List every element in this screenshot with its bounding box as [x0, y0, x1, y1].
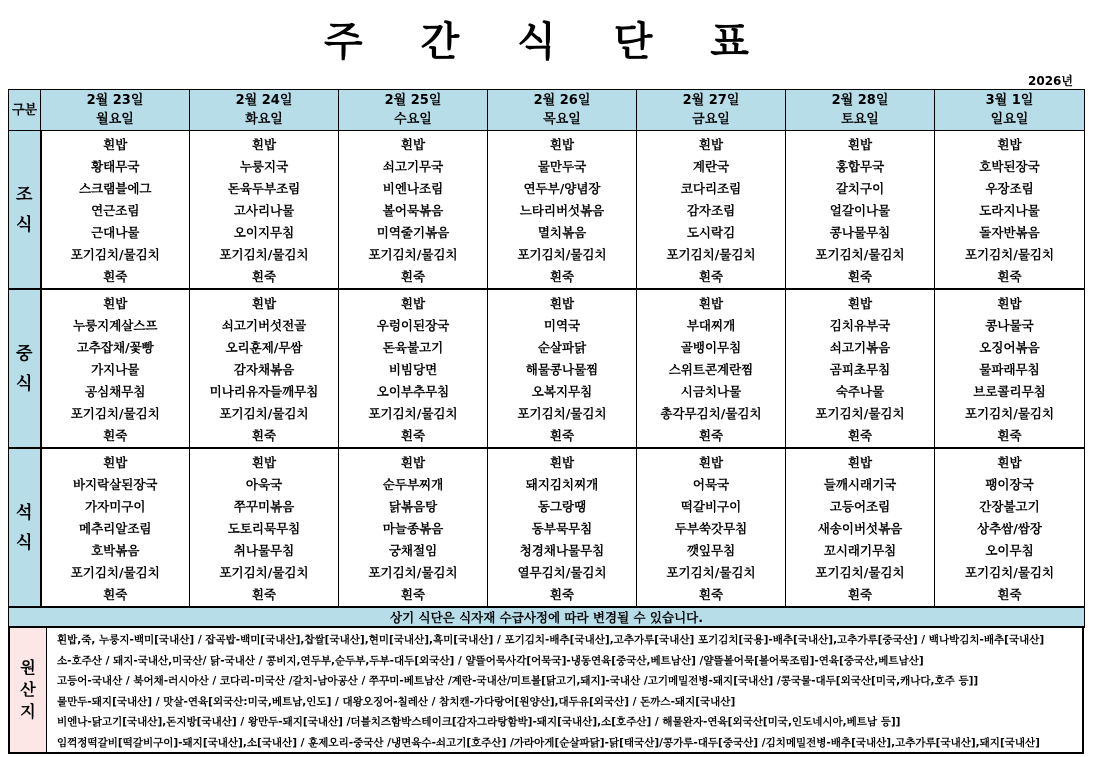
menu-item: 흰죽	[103, 428, 128, 443]
menu-item: 청경채나물무침	[519, 543, 605, 558]
menu-item: 흰죽	[698, 587, 724, 602]
menu-item: 우장조림	[985, 181, 1034, 196]
menu-cell	[637, 289, 786, 448]
menu-item: 마늘종볶음	[382, 521, 444, 536]
day-weekday: 토요일	[841, 112, 879, 127]
menu-item: 흰죽	[400, 269, 426, 284]
menu-item: 쭈꾸미볶음	[233, 499, 295, 514]
menu-item: 호박볶음	[91, 543, 140, 558]
menu-item: 포기김치/물김치	[70, 406, 160, 421]
menu-item: 동그랑땡	[537, 499, 587, 514]
menu-cell	[935, 131, 1085, 290]
menu-item: 미역국	[543, 318, 581, 333]
meal-label-char: 식	[16, 373, 33, 394]
menu-cell	[935, 448, 1085, 607]
menu-item: 포기김치/물김치	[964, 565, 1055, 580]
menu-item: 쇠고기무국	[382, 159, 444, 174]
menu-item: 떡갈비구이	[680, 499, 742, 514]
menu-item: 바지락살된장국	[72, 477, 158, 492]
menu-item: 취나물무침	[233, 543, 295, 558]
corner-label: 구분	[9, 90, 41, 131]
menu-item: 흰밥	[103, 296, 128, 311]
day-date: 2월 25일	[384, 93, 442, 108]
menu-item: 흰죽	[400, 587, 426, 602]
menu-item: 포기김치/물김치	[368, 406, 458, 421]
menu-item: 상추쌈/쌈장	[977, 521, 1042, 536]
day-header	[786, 90, 935, 131]
menu-cell	[190, 289, 339, 448]
notice-text: 상기 식단은 식자재 수급사정에 따라 변경될 수 있습니다.	[9, 607, 1085, 628]
menu-item: 느타리버섯볶음	[519, 203, 605, 218]
menu-item: 가지나물	[91, 362, 140, 377]
menu-item: 흰죽	[549, 428, 575, 443]
origin-line: 소-호주산 / 돼지-국내산,미국산/ 닭-국내산 / 콩비지,연두부,순두부,두부-대두[외국산] / 얄뜰어묵사각[어묵국]-냉동연육[중국산,베트남산] /얄뜰볼어묵[볼어묵조림]-연육[중국산,베트남산]	[57, 654, 924, 667]
menu-item: 팽이장국	[985, 477, 1034, 492]
menu-item: 흰죽	[251, 269, 277, 284]
menu-item: 오이무침	[985, 543, 1034, 558]
day-weekday: 화요일	[245, 112, 283, 127]
menu-item: 흰밥	[698, 137, 724, 152]
menu-item: 흰밥	[400, 296, 426, 311]
menu-item: 해물콩나물찜	[525, 362, 599, 377]
menu-item: 돼지김치찌개	[525, 477, 599, 492]
origin-line: 비엔나-닭고기[국내산],돈지방[국내산] / 왕만두-돼지[국내산] /더블치즈함박스테이크[감자그라탕함박]-돼지[국내산],소[호주산] / 해물완자-연육[외국산[미국,인도네시아,베트남 등]]	[57, 716, 901, 729]
menu-item: 흰밥	[997, 455, 1022, 470]
menu-item: 돈육불고기	[382, 340, 444, 355]
menu-item: 흰밥	[103, 455, 128, 470]
header-row	[9, 90, 1085, 131]
menu-item: 고추잡채/꽃빵	[76, 340, 154, 355]
menu-cell	[339, 448, 488, 607]
menu-item: 새송이버섯볶음	[817, 521, 903, 536]
menu-item: 포기김치/물김치	[666, 565, 756, 580]
menu-item: 흰죽	[847, 428, 873, 443]
day-weekday: 월요일	[96, 112, 134, 127]
menu-item: 호박된장국	[979, 159, 1040, 174]
menu-item: 물만두국	[537, 159, 587, 174]
menu-item: 포기김치/물김치	[964, 406, 1055, 421]
menu-item: 코다리조림	[680, 181, 742, 196]
menu-cell	[190, 131, 339, 290]
origin-line: 고등어-국내산 / 북어채-러시아산 / 코다리-미국산 /갈치-남아공산 / 쭈꾸미-베트남산 /계란-국내산/미트볼[닭고기,돼지]-국내산 /고기메밀전병-돼지[국내산] /콩국물-대두[외국산[미국,캐나다,호주 등]]	[57, 675, 979, 688]
menu-item: 스크램블에그	[79, 181, 152, 196]
menu-item: 골뱅이무침	[680, 340, 742, 355]
meal-row	[9, 289, 1085, 448]
day-header	[935, 90, 1085, 131]
menu-item: 간장불고기	[979, 499, 1040, 514]
menu-item: 흰밥	[847, 296, 873, 311]
menu-item: 비빔당면	[388, 362, 438, 377]
menu-item: 꼬시래기무침	[823, 543, 897, 558]
menu-item: 오복지무침	[531, 384, 593, 399]
menu-item: 포기김치/물김치	[815, 247, 905, 262]
meal-label-char: 석	[16, 502, 33, 523]
menu-cell	[41, 131, 190, 290]
meal-label	[9, 131, 41, 290]
menu-item: 가자미구이	[85, 499, 146, 514]
menu-item: 숙주나물	[835, 384, 885, 399]
menu-item: 흰죽	[251, 587, 277, 602]
meal-label-char: 중	[16, 343, 33, 364]
menu-item: 흰죽	[549, 587, 575, 602]
menu-item: 돌자반볶음	[979, 225, 1040, 240]
meal-label	[9, 289, 41, 448]
origin-lines	[47, 628, 1082, 752]
menu-cell	[786, 448, 935, 607]
origin-line: 물만두-돼지[국내산] / 맛살-연육[외국산:미국,베트남,인도] / 대왕오징어-칠레산 / 참치캔-가다랑어[원양산],대두유[외국산] / 돈까스-돼지[국내산]	[57, 695, 736, 708]
menu-item: 흰밥	[103, 137, 128, 152]
menu-item: 고사리나물	[233, 203, 295, 218]
origin-line: 흰밥,죽, 누룽지-백미[국내산] / 잡곡밥-백미[국내산],찹쌀[국내산],현미[국내산],흑미[국내산] / 포기김치-배추[국내산],고추가루[국내산] 포기김치[국용]-배추[국내산],고추가루[중국산] / 백나박김치-배추[국내산]	[57, 634, 1045, 646]
meal-row	[9, 131, 1085, 290]
menu-item: 포기김치/물김치	[368, 247, 458, 262]
menu-item: 흰밥	[549, 455, 575, 470]
menu-cell	[488, 448, 637, 607]
menu-item: 포기김치/물김치	[815, 565, 905, 580]
notice-row	[9, 607, 1085, 628]
menu-cell	[488, 289, 637, 448]
menu-cell	[637, 131, 786, 290]
menu-item: 김치유부국	[829, 318, 891, 333]
menu-item: 쇠고기버섯전골	[221, 318, 307, 333]
menu-item: 흰죽	[698, 428, 724, 443]
menu-item: 공심채무침	[85, 384, 146, 399]
menu-item: 콩나물무침	[829, 225, 891, 240]
menu-item: 얼갈이나물	[829, 203, 891, 218]
day-header	[190, 90, 339, 131]
menu-item: 흰밥	[698, 455, 724, 470]
menu-item: 흰죽	[549, 269, 575, 284]
menu-item: 감자조림	[686, 203, 736, 218]
menu-cell	[488, 131, 637, 290]
menu-item: 흰밥	[549, 296, 575, 311]
menu-item: 쇠고기볶음	[829, 340, 891, 355]
menu-table	[8, 89, 1085, 628]
menu-item: 우렁이된장국	[376, 318, 450, 333]
day-header	[488, 90, 637, 131]
menu-item: 근대나물	[91, 225, 140, 240]
year-label: 2026년	[1028, 74, 1073, 88]
menu-item: 갈치구이	[835, 181, 885, 196]
menu-item: 도라지나물	[979, 203, 1040, 218]
menu-item: 흰밥	[251, 296, 277, 311]
menu-item: 포기김치/물김치	[219, 565, 309, 580]
meal-label	[9, 448, 41, 607]
day-weekday: 목요일	[543, 112, 581, 127]
menu-item: 황태무국	[91, 159, 140, 174]
day-date: 2월 26일	[533, 93, 591, 108]
menu-item: 아욱국	[245, 477, 283, 492]
menu-item: 감자채볶음	[233, 362, 295, 377]
origin-line: 임꺽정떡갈비[떡갈비구이]-돼지[국내산],소[국내산] / 훈제오리-중국산 /냉면육수-쇠고기[호주산] /가라아게[순살파닭]-닭[태국산]/콩가루-대두[중국산] /김치메밀전병-배추[국내산],고추가루[국내산],돼지[국내산]	[57, 736, 1040, 749]
menu-item: 궁채절임	[388, 543, 438, 558]
menu-item: 도토리묵무침	[227, 521, 301, 536]
menu-cell	[637, 448, 786, 607]
menu-item: 돈육두부조림	[227, 181, 301, 196]
menu-item: 포기김치/물김치	[666, 247, 756, 262]
menu-item: 동부묵무침	[531, 521, 593, 536]
day-date: 2월 28일	[831, 93, 889, 108]
menu-item: 흰죽	[997, 587, 1022, 602]
origin-label-char: 산	[20, 680, 36, 699]
menu-item: 두부쑥갓무침	[674, 521, 748, 536]
menu-item: 깻잎무침	[686, 543, 736, 558]
day-header	[637, 90, 786, 131]
menu-item: 오리훈제/무쌈	[225, 340, 303, 355]
menu-item: 포기김치/물김치	[70, 247, 160, 262]
menu-item: 연근조림	[91, 203, 140, 218]
day-date: 2월 27일	[682, 93, 740, 108]
menu-item: 오이부추무침	[376, 384, 450, 399]
menu-item: 고등어조림	[829, 499, 891, 514]
meal-row	[9, 448, 1085, 607]
menu-item: 흰밥	[251, 137, 277, 152]
day-header	[41, 90, 190, 131]
day-date: 2월 24일	[235, 93, 293, 108]
page-title: 주 간 식 단 표	[324, 19, 771, 65]
menu-item: 총각무김치/물김치	[660, 406, 762, 421]
menu-item: 연두부/양념장	[523, 181, 601, 196]
day-date: 3월 1일	[985, 93, 1034, 108]
menu-item: 오징어볶음	[979, 340, 1040, 355]
menu-item: 순살파닭	[537, 340, 587, 355]
menu-item: 들깨시래기국	[823, 477, 897, 492]
meal-label-char: 식	[16, 532, 33, 553]
menu-item: 멸치볶음	[537, 225, 587, 240]
menu-item: 메추리알조림	[79, 521, 152, 536]
menu-item: 계란국	[692, 159, 730, 174]
menu-item: 어묵국	[692, 477, 730, 492]
menu-item: 오이지무침	[233, 225, 295, 240]
menu-item: 흰죽	[997, 428, 1022, 443]
origin-label-char: 원	[20, 658, 36, 677]
menu-item: 스위트콘계란찜	[668, 362, 754, 377]
menu-item: 물파래무침	[979, 362, 1040, 377]
menu-item: 흰밥	[997, 137, 1022, 152]
menu-item: 포기김치/물김치	[219, 247, 309, 262]
menu-item: 도시락김	[686, 225, 736, 240]
menu-cell	[41, 289, 190, 448]
menu-item: 흰죽	[103, 269, 128, 284]
menu-item: 포기김치/물김치	[815, 406, 905, 421]
menu-item: 포기김치/물김치	[517, 247, 607, 262]
menu-item: 비엔나조림	[382, 181, 444, 196]
menu-item: 흰밥	[698, 296, 724, 311]
menu-item: 흰밥	[847, 455, 873, 470]
menu-item: 흰밥	[251, 455, 277, 470]
menu-item: 부대찌개	[686, 318, 736, 333]
origin-box	[8, 626, 1084, 754]
menu-item: 흰밥	[997, 296, 1022, 311]
menu-item: 포기김치/물김치	[70, 565, 160, 580]
day-date: 2월 23일	[86, 93, 144, 108]
menu-item: 홍합무국	[835, 159, 885, 174]
meal-label-char: 식	[16, 214, 33, 235]
menu-item: 브로콜리무침	[973, 384, 1046, 399]
menu-cell	[786, 289, 935, 448]
menu-item: 누룽지계살스프	[72, 318, 158, 333]
menu-item: 흰죽	[997, 269, 1022, 284]
menu-item: 흰밥	[847, 137, 873, 152]
menu-item: 곰피초무침	[829, 362, 891, 377]
menu-item: 열무김치/물김치	[517, 565, 607, 580]
menu-item: 흰죽	[698, 269, 724, 284]
day-weekday: 수요일	[394, 112, 432, 127]
menu-item: 흰밥	[400, 137, 426, 152]
origin-label	[10, 628, 47, 752]
menu-item: 포기김치/물김치	[517, 406, 607, 421]
menu-item: 흰밥	[549, 137, 575, 152]
menu-cell	[786, 131, 935, 290]
menu-item: 누룽지국	[239, 159, 289, 174]
menu-item: 포기김치/물김치	[219, 406, 309, 421]
menu-item: 미나리유자들깨무침	[209, 384, 319, 399]
menu-item: 콩나물국	[985, 318, 1034, 333]
menu-item: 흰죽	[103, 587, 128, 602]
menu-item: 미역줄기볶음	[376, 225, 450, 240]
menu-item: 포기김치/물김치	[964, 247, 1055, 262]
menu-item: 흰죽	[847, 269, 873, 284]
menu-item: 닭볶음탕	[388, 499, 438, 514]
menu-item: 흰죽	[251, 428, 277, 443]
menu-item: 흰죽	[400, 428, 426, 443]
menu-item: 순두부찌개	[382, 477, 444, 492]
day-header	[339, 90, 488, 131]
day-weekday: 금요일	[692, 112, 730, 127]
menu-cell	[935, 289, 1085, 448]
menu-cell	[190, 448, 339, 607]
menu-item: 흰죽	[847, 587, 873, 602]
origin-label-char: 지	[20, 702, 36, 721]
meal-label-char: 조	[16, 184, 33, 205]
day-weekday: 일요일	[990, 112, 1029, 127]
menu-item: 흰밥	[400, 455, 426, 470]
menu-cell	[339, 131, 488, 290]
menu-cell	[41, 448, 190, 607]
menu-cell	[339, 289, 488, 448]
menu-item: 시금치나물	[680, 384, 742, 399]
menu-item: 포기김치/물김치	[368, 565, 458, 580]
menu-item: 볼어묵볶음	[382, 203, 444, 218]
